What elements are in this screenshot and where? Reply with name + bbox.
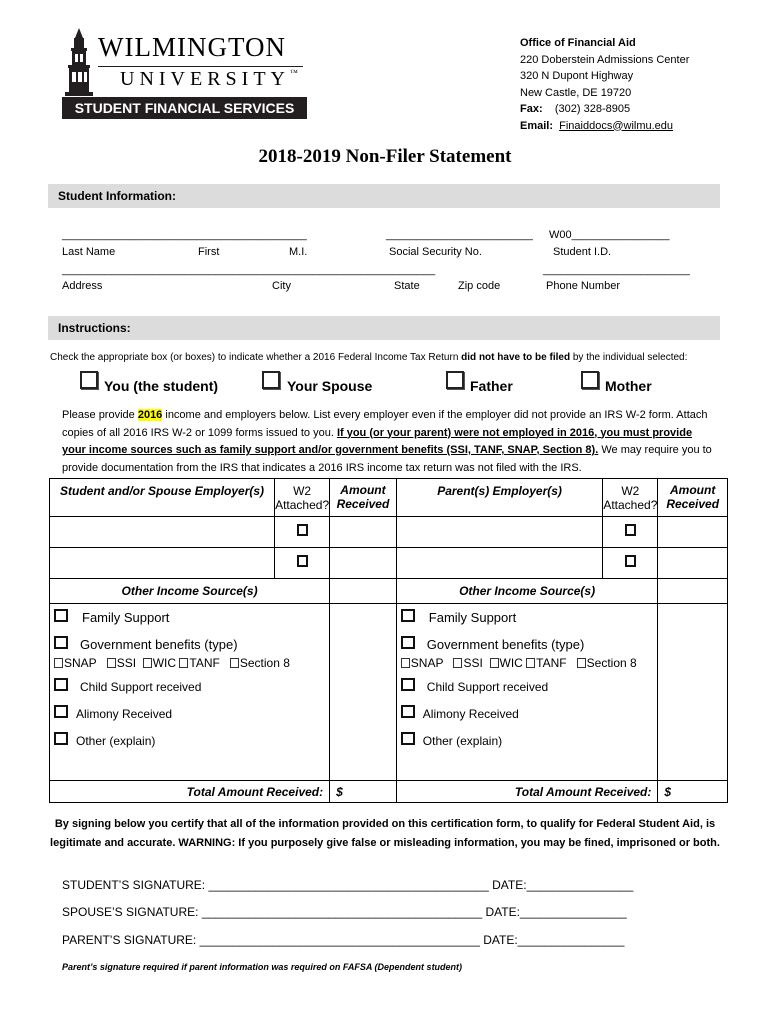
- instructions-bar: Instructions:: [48, 316, 720, 340]
- student-employer-2[interactable]: [50, 548, 275, 579]
- office-name: Office of Financial Aid: [520, 37, 636, 49]
- other-checkbox-parent[interactable]: [401, 732, 415, 745]
- option-father: Father: [470, 378, 513, 394]
- w2-checkbox-student-1[interactable]: [297, 524, 308, 536]
- logo-banner: STUDENT FINANCIAL SERVICES: [62, 97, 307, 119]
- family-support-checkbox-parent[interactable]: [401, 609, 415, 622]
- header-student-employer: Student and/or Spouse Employer(s): [50, 479, 275, 517]
- address-line[interactable]: _____________________________________________________________: [62, 264, 436, 276]
- alimony-checkbox-student[interactable]: [54, 705, 68, 718]
- gov-benefits-checkbox-student[interactable]: [54, 636, 68, 649]
- w2-checkbox-parent-2[interactable]: [625, 555, 636, 567]
- income-instructions: Please provide 2016 income and employers below. List every employer even if the employer did not provide an IRS W-2 form. Attach copies of all 2016 IRS W-2 or 1099 forms issued to you. If you (or your parent) were not employed in 2016, you must provide your income sources such as family support and/or government benefits (SSI, TANF, SNAP, Section 8). We may require you to provide documentation from the IRS that indicates a 2016 IRS income tax return was not filed with the IRS.: [62, 409, 712, 474]
- snap-checkbox-student[interactable]: [54, 658, 63, 668]
- student-income-sources: Family Support Government benefits (type) SNAP SSI WIC TANF Section 8 Child Support received Alimony Received Other (explain): [50, 604, 330, 781]
- university-logo: [62, 28, 312, 120]
- other-income-header-row: [50, 579, 728, 604]
- header-other-income-student: Other Income Source(s): [50, 579, 330, 604]
- checkbox-mother[interactable]: [581, 371, 599, 389]
- office-fax: Fax: (302) 328-8905: [520, 103, 631, 115]
- wic-checkbox-student[interactable]: [143, 658, 152, 668]
- total-row: [50, 781, 728, 803]
- header-other-income-parent: Other Income Source(s): [396, 579, 658, 604]
- table-row: [50, 517, 728, 548]
- total-label-student: Total Amount Received:: [50, 781, 330, 803]
- other-amount-student[interactable]: [330, 604, 397, 781]
- other-checkbox-student[interactable]: [54, 732, 68, 745]
- label-last-name: Last Name: [62, 246, 116, 258]
- w2-checkbox-student-2[interactable]: [297, 555, 308, 567]
- logo-rule: [98, 66, 303, 67]
- ssi-checkbox-student[interactable]: [107, 658, 116, 668]
- w2-checkbox-parent-1[interactable]: [625, 524, 636, 536]
- table-header-row: [50, 479, 728, 517]
- total-amount-student[interactable]: $: [330, 781, 397, 803]
- section8-checkbox-parent[interactable]: [577, 658, 586, 668]
- spouse-signature-line[interactable]: SPOUSE’S SIGNATURE: __________________________________________ DATE:________________: [62, 905, 627, 919]
- label-city: City: [272, 280, 291, 292]
- checkbox-spouse[interactable]: [262, 371, 280, 389]
- office-email: Email: Finaiddocs@wilmu.edu: [520, 119, 674, 132]
- student-employer-1[interactable]: [50, 517, 275, 548]
- header-w2-parent: W2 Attached?: [603, 479, 658, 517]
- office-addr3: New Castle, DE 19720: [520, 86, 632, 99]
- label-mi: M.I.: [289, 246, 308, 258]
- student-id-line[interactable]: W00________________: [549, 229, 670, 241]
- footnote: Parent’s signature required if parent information was required on FAFSA (Dependent student): [62, 962, 463, 972]
- parent-amount-1[interactable]: [658, 517, 728, 548]
- instructions-text: Check the appropriate box (or boxes) to indicate whether a 2016 Federal Income Tax Return did not have to be filed by the individual selected:: [50, 352, 688, 363]
- amount-spacer-student: [330, 579, 397, 604]
- wic-checkbox-parent[interactable]: [490, 658, 499, 668]
- other-income-row: [50, 604, 728, 781]
- student-info-bar: Student Information:: [48, 184, 720, 208]
- alimony-checkbox-parent[interactable]: [401, 705, 415, 718]
- label-address: Address: [62, 280, 103, 292]
- option-mother: Mother: [605, 378, 652, 394]
- other-amount-parent[interactable]: [658, 604, 728, 781]
- label-state: State: [394, 280, 420, 292]
- amount-spacer-parent: [658, 579, 728, 604]
- office-addr1: 220 Doberstein Admissions Center: [520, 53, 690, 66]
- header-amount-parent: Amount Received: [658, 479, 728, 517]
- page-title: 2018-2019 Non-Filer Statement: [258, 146, 512, 167]
- office-address: [520, 35, 689, 134]
- email-link[interactable]: Finaiddocs@wilmu.edu: [559, 119, 674, 132]
- checkbox-father[interactable]: [446, 371, 464, 389]
- ssi-checkbox-parent[interactable]: [453, 658, 462, 668]
- logo-wordmark: WILMINGTON: [98, 32, 286, 62]
- label-first: First: [198, 246, 220, 258]
- certification-text: By signing below you certify that all of the information provided on this certification form, to qualify for Federal Student Aid, is legitimate and accurate. WARNING: If you purposely give false or misleading information, you may be fined, imprisoned or both.: [50, 818, 720, 849]
- checkbox-student[interactable]: [80, 371, 98, 389]
- option-student: You (the student): [104, 378, 219, 394]
- parent-signature-line[interactable]: PARENT’S SIGNATURE: __________________________________________ DATE:________________: [62, 933, 625, 947]
- phone-line[interactable]: ________________________: [543, 264, 690, 276]
- name-line[interactable]: ________________________________________: [62, 229, 307, 241]
- income-table: [49, 478, 728, 803]
- student-signature-line[interactable]: STUDENT’S SIGNATURE: __________________________________________ DATE:________________: [62, 878, 634, 892]
- table-row: [50, 548, 728, 579]
- office-addr2: 320 N Dupont Highway: [520, 70, 634, 82]
- tanf-checkbox-student[interactable]: [179, 658, 188, 668]
- label-student-id: Student I.D.: [553, 246, 612, 258]
- label-phone: Phone Number: [546, 280, 620, 292]
- ssn-line[interactable]: ________________________: [386, 229, 533, 241]
- gov-benefits-checkbox-parent[interactable]: [401, 636, 415, 649]
- student-amount-2[interactable]: [330, 548, 397, 579]
- child-support-checkbox-parent[interactable]: [401, 678, 415, 691]
- section8-checkbox-student[interactable]: [230, 658, 239, 668]
- parent-employer-1[interactable]: [396, 517, 603, 548]
- student-amount-1[interactable]: [330, 517, 397, 548]
- label-ssn: Social Security No.: [389, 246, 482, 258]
- header-amount-student: Amount Received: [330, 479, 397, 517]
- child-support-checkbox-student[interactable]: [54, 678, 68, 691]
- header-w2-student: W2 Attached?: [275, 479, 330, 517]
- tanf-checkbox-parent[interactable]: [526, 658, 535, 668]
- tower-icon: [62, 28, 96, 96]
- label-zip: Zip code: [458, 280, 501, 292]
- option-spouse: Your Spouse: [287, 378, 373, 394]
- parent-amount-2[interactable]: [658, 548, 728, 579]
- header-parent-employer: Parent(s) Employer(s): [396, 479, 603, 517]
- parent-employer-2[interactable]: [396, 548, 603, 579]
- logo-subword: UNIVERSITY™: [120, 68, 303, 90]
- total-amount-parent[interactable]: $: [658, 781, 728, 803]
- family-support-checkbox-student[interactable]: [54, 609, 68, 622]
- total-label-parent: Total Amount Received:: [396, 781, 658, 803]
- snap-checkbox-parent[interactable]: [401, 658, 410, 668]
- parent-income-sources: Family Support Government benefits (type) SNAP SSI WIC TANF Section 8 Child Support received Alimony Received Other (explain): [396, 604, 658, 781]
